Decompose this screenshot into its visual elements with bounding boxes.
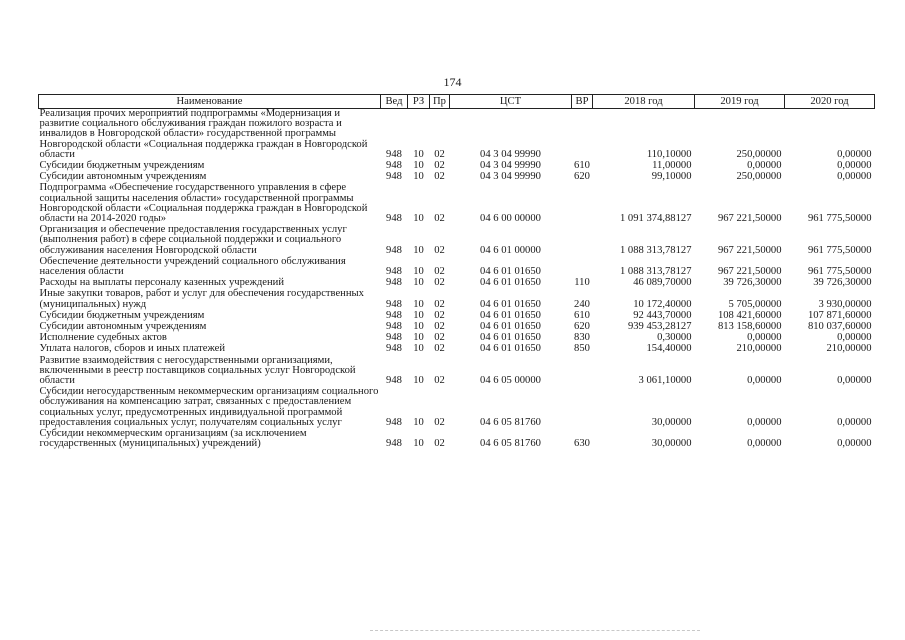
cell-pr: 02 <box>434 277 445 289</box>
col-header-ved: Вед <box>381 95 408 109</box>
cell-rz: 10 <box>413 171 424 183</box>
cell-rz: 10 <box>413 375 424 387</box>
cell-pr: 02 <box>434 148 445 160</box>
cell-2020: 0,00000 <box>837 438 872 450</box>
cell-ved: 948 <box>386 416 402 428</box>
cell-pr: 02 <box>434 332 445 344</box>
cell-2018: 3 061,10000 <box>638 375 692 387</box>
col-header-cst: ЦСТ <box>450 95 572 109</box>
cell-ved: 948 <box>386 244 402 256</box>
cell-rz: 10 <box>413 213 424 225</box>
cell-ved: 948 <box>386 266 402 278</box>
cell-2020: 961 775,50000 <box>807 244 872 256</box>
cell-rz: 10 <box>413 321 424 333</box>
cell-cst: 04 6 05 81760 <box>480 438 541 450</box>
cell-rz: 10 <box>413 343 424 355</box>
cell-2019: 967 221,50000 <box>717 266 782 278</box>
cell-cst: 04 6 05 81760 <box>480 416 541 428</box>
cell-cst: 04 6 01 01650 <box>480 321 541 333</box>
cell-2020: 3 930,00000 <box>818 298 872 310</box>
cell-2019: 108 421,60000 <box>717 309 782 321</box>
cell-name: Субсидии бюджетным учреждениям <box>39 160 205 172</box>
cell-cst: 04 6 01 01650 <box>480 266 541 278</box>
cell-rz: 10 <box>413 277 424 289</box>
cell-cst: 04 6 05 00000 <box>480 375 541 387</box>
table-row <box>39 109 875 162</box>
cell-2020: 0,00000 <box>837 375 872 387</box>
table-header-row <box>39 95 875 109</box>
cell-vr: 240 <box>574 298 590 310</box>
cell-name: Уплата налогов, сборов и иных платежей <box>39 343 226 355</box>
cell-2018: 154,40000 <box>646 343 692 355</box>
cell-rz: 10 <box>413 438 424 450</box>
cell-cst: 04 6 01 01650 <box>480 343 541 355</box>
cell-ved: 948 <box>386 148 402 160</box>
cell-ved: 948 <box>386 213 402 225</box>
table-body <box>39 109 875 451</box>
cell-vr: 620 <box>574 321 590 333</box>
cell-vr: 110 <box>574 277 590 289</box>
cell-2018: 1 088 313,78127 <box>619 266 692 278</box>
cell-cst: 04 6 01 01650 <box>480 277 541 289</box>
cell-cst: 04 6 01 01650 <box>480 332 541 344</box>
cell-2018: 30,00000 <box>651 416 692 428</box>
cell-name: Субсидии автономным учреждениям <box>39 171 207 183</box>
cell-name: Исполнение судебных актов <box>39 332 167 344</box>
cell-2019: 0,00000 <box>747 416 782 428</box>
cell-2019: 250,00000 <box>736 148 782 160</box>
cell-ved: 948 <box>386 332 402 344</box>
cell-rz: 10 <box>413 266 424 278</box>
cell-name: Субсидии некоммерческим организациям (за исключением государственных (муниципальных) учреждений) <box>39 428 307 450</box>
col-header-vr: ВР <box>572 95 593 109</box>
table-row <box>39 356 875 388</box>
cell-ved: 948 <box>386 171 402 183</box>
cell-2020: 210,00000 <box>826 343 872 355</box>
cell-rz: 10 <box>413 244 424 256</box>
table-row <box>39 183 875 225</box>
cell-2020: 0,00000 <box>837 171 872 183</box>
cell-2019: 5 705,00000 <box>728 298 782 310</box>
cell-2019: 813 158,60000 <box>717 321 782 333</box>
cell-rz: 10 <box>413 148 424 160</box>
cell-cst: 04 3 04 99990 <box>480 171 541 183</box>
cell-name: Расходы на выплаты персоналу казенных учреждений <box>39 277 284 289</box>
cell-name: Подпрограмма «Обеспечение государственного управления в сфере социальной защиты населения области» государственной программы Новгородской области «Социальная поддержка граждан в Новгородской области на 2014-2020 годы» <box>39 182 368 225</box>
table-row <box>39 344 875 355</box>
cell-pr: 02 <box>434 343 445 355</box>
cell-2018: 0,30000 <box>657 332 692 344</box>
cell-cst: 04 3 04 99990 <box>480 160 541 172</box>
table-row <box>39 387 875 429</box>
cell-pr: 02 <box>434 213 445 225</box>
cell-vr <box>572 109 593 162</box>
cell-2018: 99,10000 <box>651 171 692 183</box>
cell-2020: 0,00000 <box>837 332 872 344</box>
cell-2018: 92 443,70000 <box>633 309 692 321</box>
col-header-2018: 2018 год <box>593 95 695 109</box>
cell-ved: 948 <box>386 375 402 387</box>
cell-2019: 39 726,30000 <box>723 277 782 289</box>
table-row <box>39 257 875 278</box>
cell-pr: 02 <box>434 438 445 450</box>
cell-cst: 04 6 01 00000 <box>480 244 541 256</box>
scan-artifact-line <box>370 630 700 632</box>
cell-2019: 0,00000 <box>747 375 782 387</box>
cell-cst: 04 6 00 00000 <box>480 213 541 225</box>
cell-vr: 850 <box>574 343 590 355</box>
cell-vr <box>572 183 593 225</box>
cell-name: Субсидии негосударственным некоммерческим организациям социального обслуживания на компенсацию затрат, связанных с предоставлением социальных услуг, предусмотренных индивидуальной программой предоставления социальных услуг, получателям социальных услуг <box>39 386 379 428</box>
cell-rz: 10 <box>413 416 424 428</box>
cell-vr <box>572 387 593 429</box>
cell-2018: 46 089,70000 <box>633 277 692 289</box>
cell-vr: 830 <box>574 332 590 344</box>
cell-ved: 948 <box>386 343 402 355</box>
table-row <box>39 289 875 310</box>
cell-vr <box>572 356 593 388</box>
cell-vr: 610 <box>574 160 590 172</box>
budget-table <box>38 94 875 451</box>
cell-name: Организация и обеспечение предоставления государственных услуг (выполнения работ) в сфере социальной поддержки и социального обслуживания населения Новгородской области <box>39 224 347 256</box>
cell-2019: 250,00000 <box>736 171 782 183</box>
cell-2019: 210,00000 <box>736 343 782 355</box>
cell-ved: 948 <box>386 277 402 289</box>
cell-2018: 30,00000 <box>651 438 692 450</box>
table-row <box>39 429 875 450</box>
cell-ved: 948 <box>386 160 402 172</box>
cell-cst: 04 3 04 99990 <box>480 148 541 160</box>
cell-2020: 107 871,60000 <box>807 309 872 321</box>
col-header-pr: Пр <box>430 95 450 109</box>
cell-name: Реализация прочих мероприятий подпрограммы «Модернизация и развитие социального обслуживания граждан пожилого возраста и инвалидов в Новгородской области» государственной программы Новгородской области «Социальная поддержка граждан в Новгородской области <box>39 108 368 160</box>
cell-name: Развитие взаимодействия с негосударственными организациями, включенными в реестр поставщиков социальных услуг Новгородской области <box>39 354 356 387</box>
col-header-2020: 2020 год <box>785 95 875 109</box>
cell-pr: 02 <box>434 266 445 278</box>
col-header-rz: РЗ <box>408 95 430 109</box>
cell-2019: 0,00000 <box>747 438 782 450</box>
cell-2019: 967 221,50000 <box>717 213 782 225</box>
cell-2020: 0,00000 <box>837 416 872 428</box>
cell-pr: 02 <box>434 375 445 387</box>
cell-2018: 11,00000 <box>652 160 692 172</box>
col-header-2019: 2019 год <box>695 95 785 109</box>
cell-2020: 0,00000 <box>837 160 872 172</box>
cell-pr: 02 <box>434 321 445 333</box>
page-number: 174 <box>443 75 462 89</box>
cell-2019: 0,00000 <box>747 332 782 344</box>
cell-pr: 02 <box>434 416 445 428</box>
cell-2019: 0,00000 <box>747 160 782 172</box>
cell-vr: 610 <box>574 309 590 321</box>
cell-2020: 961 775,50000 <box>807 266 872 278</box>
cell-name: Субсидии автономным учреждениям <box>39 321 207 333</box>
cell-2018: 110,10000 <box>646 148 692 160</box>
cell-2018: 1 091 374,88127 <box>619 213 692 225</box>
cell-2018: 10 172,40000 <box>633 298 692 310</box>
cell-vr <box>572 225 593 257</box>
cell-ved: 948 <box>386 321 402 333</box>
cell-cst: 04 6 01 01650 <box>480 309 541 321</box>
cell-ved: 948 <box>386 438 402 450</box>
cell-rz: 10 <box>413 309 424 321</box>
cell-vr: 630 <box>574 438 590 450</box>
cell-rz: 10 <box>413 160 424 172</box>
cell-name: Иные закупки товаров, работ и услуг для обеспечения государственных (муниципальных) нужд <box>39 288 364 310</box>
cell-2018: 1 088 313,78127 <box>619 244 692 256</box>
cell-2020: 810 037,60000 <box>807 321 872 333</box>
cell-2020: 39 726,30000 <box>813 277 872 289</box>
cell-2018: 939 453,28127 <box>627 321 692 333</box>
cell-vr: 620 <box>574 171 590 183</box>
cell-2019: 967 221,50000 <box>717 244 782 256</box>
cell-cst: 04 6 01 01650 <box>480 298 541 310</box>
cell-name: Обеспечение деятельности учреждений социального обслуживания населения области <box>39 255 346 278</box>
cell-pr: 02 <box>434 298 445 310</box>
cell-pr: 02 <box>434 244 445 256</box>
cell-rz: 10 <box>413 332 424 344</box>
cell-pr: 02 <box>434 171 445 183</box>
cell-vr <box>572 257 593 278</box>
cell-2020: 961 775,50000 <box>807 213 872 225</box>
col-header-name: Наименование <box>39 95 381 109</box>
cell-pr: 02 <box>434 160 445 172</box>
cell-2020: 0,00000 <box>837 148 872 160</box>
cell-ved: 948 <box>386 309 402 321</box>
cell-name: Субсидии бюджетным учреждениям <box>39 309 205 321</box>
cell-ved: 948 <box>386 298 402 310</box>
table-row <box>39 225 875 257</box>
cell-rz: 10 <box>413 298 424 310</box>
cell-pr: 02 <box>434 309 445 321</box>
